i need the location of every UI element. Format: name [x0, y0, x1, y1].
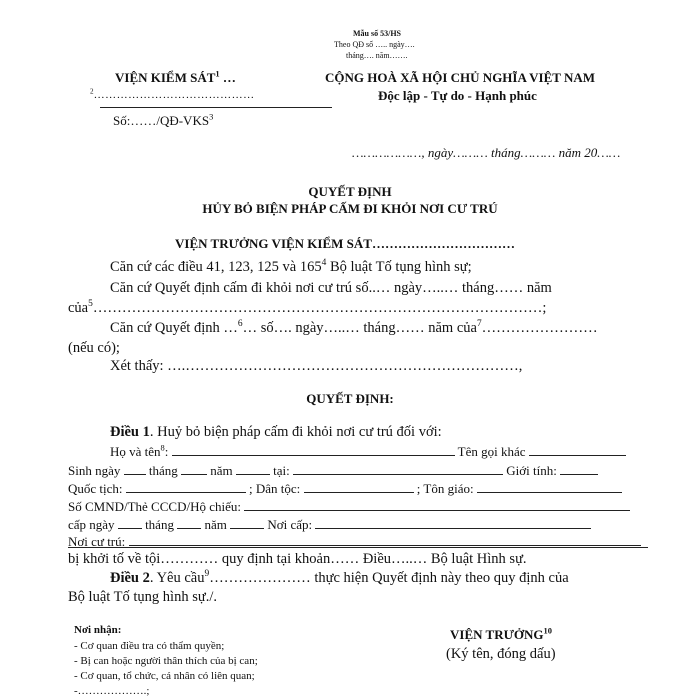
birth-month-field	[181, 464, 207, 475]
agency-name: VIỆN KIỂM SÁT$^1$ …	[115, 68, 236, 85]
sub-agency: $^2$……………………………………	[90, 87, 255, 101]
decision-heading: QUYẾT ĐỊNH:	[306, 391, 394, 406]
document-title: QUYẾT ĐỊNH	[308, 184, 392, 199]
form-code: Mẫu số 53/HS	[353, 29, 402, 38]
issue-day-field	[118, 518, 142, 529]
religion-field	[477, 482, 622, 493]
signer-title: VIỆN TRƯỞNG$^{10}$	[450, 625, 552, 642]
nation-name: CỘNG HOÀ XÃ HỘI CHỦ NGHĨA VIỆT NAM	[325, 70, 596, 85]
basis-other-decision: Căn cứ Quyết định …$^6$… số…. ngày…..… tháng…… năm của$^7$……………………	[110, 319, 598, 336]
id-issue-row: cấp ngày tháng năm Nơi cấp:	[68, 517, 591, 533]
form-code-decision: Theo QĐ số ….. ngày….	[334, 40, 415, 49]
decision-number: Số:……/QĐ-VKS$^3$	[113, 111, 214, 128]
form-code-date: tháng…. năm…….	[346, 51, 408, 60]
name-field	[172, 445, 455, 456]
birth-day-field	[124, 464, 146, 475]
birth-row: Sinh ngày tháng năm tại: Giới tính:	[68, 463, 598, 479]
recipient-item: - Cơ quan, tổ chức, cá nhân có liên quan;	[74, 670, 255, 682]
nationality-field	[126, 482, 246, 493]
residence-row: Nơi cư trú:	[68, 534, 641, 550]
issue-place-field	[315, 518, 591, 529]
issuer-line: VIỆN TRƯỞNG VIỆN KIỂM SÁT……………………………	[175, 236, 515, 251]
person-name-row: Họ và tên$^8$: Tên gọi khác	[110, 444, 626, 460]
recipient-item: - Bị can hoặc người thân thích của bị can;	[74, 655, 258, 667]
residence-field	[129, 535, 641, 546]
ethnic-field	[304, 482, 414, 493]
basis-decision-issuer: của$^5$…………………………………………………………………………………;	[68, 299, 547, 316]
recipient-item: - Cơ quan điều tra có thẩm quyền;	[74, 640, 225, 652]
basis-decision: Căn cứ Quyết định cấm đi khỏi nơi cư trú số..… ngày…..… tháng…… năm	[110, 280, 552, 296]
basis-law: Căn cứ các điều 41, 123, 125 và $165^4$ Bộ luật Tố tụng hình sự;	[110, 258, 472, 275]
issue-year-field	[230, 518, 264, 529]
considering-line: Xét thấy: ….……………………………………………………………,	[110, 358, 523, 374]
article-2-continuation: Bộ luật Tố tụng hình sự./.	[68, 589, 217, 605]
document-subtitle: HỦY BỎ BIỆN PHÁP CẤM ĐI KHỎI NƠI CƯ TRÚ	[202, 201, 498, 216]
issue-month-field	[177, 518, 201, 529]
signature-note: (Ký tên, đóng dấu)	[446, 646, 556, 662]
charge-line: bị khởi tố về tội………… quy định tại khoản…… Điều…..… Bộ luật Hình sự.	[68, 551, 527, 567]
article-1: Điều 1. Huỷ bỏ biện pháp cấm đi khỏi nơi cư trú đối với:	[110, 424, 442, 440]
recipients-heading: Nơi nhận:	[74, 624, 122, 636]
national-motto: Độc lập - Tự do - Hạnh phúc	[378, 88, 537, 103]
blank-line	[68, 547, 648, 548]
date-line: ………………, ngày……… tháng……… năm 20……	[352, 145, 621, 160]
birth-place-field	[293, 464, 503, 475]
other-name-field	[529, 445, 626, 456]
gender-field	[560, 464, 598, 475]
nationality-row: Quốc tịch: ; Dân tộc: ; Tôn giáo:	[68, 481, 622, 497]
birth-year-field	[236, 464, 270, 475]
basis-optional-note: (nếu có);	[68, 340, 120, 356]
id-number-field	[244, 500, 630, 511]
id-row: Số CMND/Thẻ CCCD/Hộ chiếu:	[68, 499, 630, 515]
article-2: Điều 2. Yêu cầu$^9$………………… thực hiện Quyết định này theo quy định của	[110, 569, 569, 586]
header-divider	[100, 107, 332, 108]
recipient-item: -……………….;	[74, 685, 150, 697]
